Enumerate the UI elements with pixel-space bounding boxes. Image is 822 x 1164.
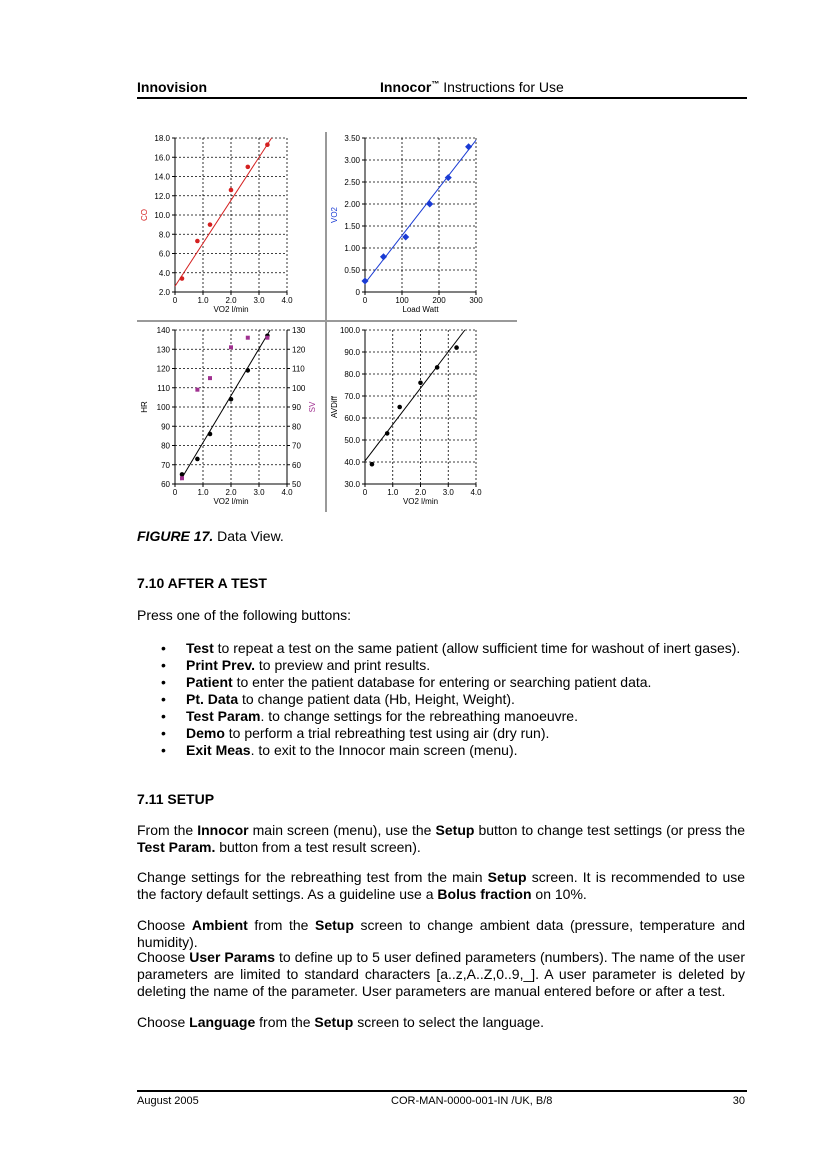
y-tick-label: 30.0 — [344, 480, 360, 489]
data-point — [380, 253, 387, 260]
x-axis-label: VO2 l/min — [402, 497, 439, 506]
x-tick-label: 1.0 — [387, 488, 399, 497]
data-point — [385, 431, 390, 436]
header-tm: ™ — [431, 79, 440, 89]
x-tick-label: 2.0 — [225, 488, 237, 497]
y-tick-label: 0 — [355, 288, 360, 297]
data-point — [435, 365, 440, 370]
data-point-sv — [246, 336, 250, 340]
y-tick-label: 110 — [157, 383, 170, 393]
y-tick-label: 90.0 — [344, 348, 360, 357]
data-point — [195, 457, 200, 462]
data-point — [418, 381, 423, 386]
chart-panel-2 — [330, 134, 483, 314]
data-point — [246, 368, 251, 373]
x-tick-label: 300 — [469, 296, 483, 305]
item-desc: . to exit to the Innocor main screen (menu). — [250, 742, 518, 758]
y2-tick-label: 90 — [292, 403, 301, 412]
y2-tick-label: 50 — [292, 480, 301, 489]
data-point — [454, 345, 459, 350]
data-point-sv — [208, 376, 212, 380]
page-header — [137, 79, 747, 99]
y-tick-label: 50.0 — [344, 436, 360, 445]
x-axis-label: VO2 l/min — [213, 305, 249, 314]
data-point — [208, 432, 213, 437]
data-point — [229, 397, 234, 402]
y-tick-label: 100 — [156, 403, 170, 412]
setup-paragraph-2: Change settings for the rebreathing test from the main Setup screen. It is recommended to use the factory default settings. As a guideline use a Bolus fraction on 10%. — [137, 869, 746, 902]
y-tick-label: 80.0 — [344, 370, 360, 379]
list-item — [137, 691, 740, 708]
bullet: • — [161, 657, 166, 673]
y2-tick-label: 120 — [292, 345, 306, 355]
chart-panel-3 — [140, 326, 317, 506]
footer-date: August 2005 — [137, 1095, 199, 1107]
x-tick-label: 3.0 — [253, 488, 265, 497]
data-point — [397, 405, 402, 410]
fit-line — [175, 138, 272, 286]
list-item — [137, 640, 740, 657]
y-tick-label: 6.0 — [158, 249, 170, 259]
y-tick-label: 80 — [161, 441, 170, 451]
data-point — [195, 239, 200, 244]
figure-caption — [137, 528, 284, 544]
header-brand: Innocor — [380, 79, 432, 95]
y-axis-label: CO — [140, 209, 149, 221]
item-term: Exit Meas — [186, 742, 251, 758]
x-tick-label: 2.0 — [225, 296, 237, 305]
y-tick-label: 1.50 — [344, 222, 360, 231]
section-heading-after-test: 7.10 AFTER A TEST — [137, 575, 267, 591]
y-tick-label: 14.0 — [154, 172, 170, 182]
x-tick-label: 100 — [395, 296, 409, 305]
data-point — [370, 462, 375, 467]
y-tick-label: 60 — [161, 480, 170, 489]
y2-tick-label: 100 — [292, 383, 306, 393]
list-item — [137, 657, 740, 674]
data-point — [246, 165, 251, 170]
data-point-sv — [229, 345, 233, 349]
list-item — [137, 725, 740, 742]
bullet: • — [161, 708, 166, 724]
y-axis-label: HR — [140, 401, 149, 413]
y-tick-label: 2.50 — [344, 178, 360, 187]
data-point-sv — [180, 476, 184, 480]
data-point — [361, 277, 368, 284]
item-term: Demo — [186, 725, 225, 741]
y-tick-label: 16.0 — [154, 153, 170, 163]
charts-canvas — [137, 128, 517, 514]
footer-page-number: 30 — [732, 1095, 745, 1107]
y-axis-label: AVDiff — [330, 396, 339, 418]
y2-axis-label: SV — [308, 401, 317, 413]
fit-line — [181, 330, 271, 480]
x-axis-label: VO2 l/min — [213, 497, 249, 506]
y-tick-label: 130 — [156, 345, 170, 355]
y-tick-label: 70 — [161, 460, 170, 470]
data-point — [426, 200, 433, 207]
x-tick-label: 4.0 — [470, 488, 482, 497]
data-point — [465, 143, 472, 150]
y2-tick-label: 70 — [292, 441, 301, 451]
x-tick-label: 0 — [362, 296, 368, 305]
x-tick-label: 1.0 — [197, 296, 209, 305]
y-tick-label: 40.0 — [344, 458, 360, 467]
item-desc: to perform a trial rebreathing test using air (dry run). — [224, 725, 550, 741]
y-tick-label: 18.0 — [154, 134, 170, 143]
y2-tick-label: 110 — [292, 364, 305, 374]
after-test-intro: Press one of the following buttons: — [137, 607, 352, 623]
list-item — [137, 674, 740, 691]
header-rest: Instructions for Use — [439, 79, 564, 95]
x-tick-label: 200 — [432, 296, 446, 305]
item-term: Pt. Data — [186, 691, 239, 707]
y2-tick-label: 60 — [292, 460, 301, 470]
chart-panel-4 — [330, 326, 482, 506]
y-tick-label: 2.00 — [344, 200, 360, 209]
item-term: Patient — [186, 674, 233, 690]
y-tick-label: 8.0 — [158, 230, 170, 240]
y-tick-label: 3.50 — [344, 134, 360, 143]
y-tick-label: 10.0 — [154, 211, 170, 220]
data-view-figure — [137, 128, 517, 514]
x-tick-label: 2.0 — [414, 488, 427, 497]
y-tick-label: 3.00 — [344, 156, 360, 165]
y-tick-label: 120 — [156, 364, 170, 374]
fit-line — [365, 140, 476, 283]
x-tick-label: 3.0 — [442, 488, 454, 497]
item-term: Test Param — [186, 708, 261, 724]
data-point-sv — [265, 336, 269, 340]
chart-panel-1 — [140, 134, 293, 314]
item-desc: to enter the patient database for entering or searching patient data. — [232, 674, 652, 690]
y-tick-label: 90 — [161, 422, 170, 432]
setup-paragraph-3: Choose Ambient from the Setup screen to change ambient data (pressure, temperature and humidity). — [137, 917, 745, 950]
button-list — [137, 640, 740, 759]
x-tick-label: 0 — [172, 488, 178, 497]
bullet: • — [161, 742, 166, 758]
data-point — [208, 222, 213, 227]
y-tick-label: 60.0 — [344, 414, 360, 423]
list-item — [137, 742, 740, 759]
bullet: • — [161, 640, 166, 656]
data-point — [265, 142, 270, 147]
item-desc: to preview and print results. — [255, 657, 431, 673]
section-heading-setup: 7.11 SETUP — [137, 791, 215, 807]
y2-tick-label: 80 — [292, 422, 301, 432]
y-tick-label: 70.0 — [344, 392, 360, 401]
list-item — [137, 708, 740, 725]
item-term: Test — [186, 640, 214, 656]
item-term: Print Prev. — [186, 657, 255, 673]
bullet: • — [161, 691, 166, 707]
item-desc: to change patient data (Hb, Height, Weight). — [238, 691, 515, 707]
y-tick-label: 1.00 — [344, 244, 360, 253]
x-tick-label: 4.0 — [281, 488, 293, 497]
setup-paragraph-4: Choose User Params to define up to 5 user defined parameters (numbers). The name of the user parameters are limited to standard characters [a..z,A..Z,0..9,_]. A user parameter is deleted by deleting the name of the parameter. User parameters are manual entered before or after a test. — [137, 949, 745, 999]
y-tick-label: 2.0 — [158, 288, 170, 297]
y-axis-label: VO2 — [330, 206, 339, 224]
fit-line — [365, 330, 465, 461]
data-point-sv — [195, 388, 199, 392]
x-tick-label: 0 — [172, 296, 178, 305]
data-point — [180, 276, 185, 281]
footer-doc-id: COR-MAN-0000-001-IN /UK, B/8 — [391, 1095, 553, 1107]
x-tick-label: 0 — [362, 488, 368, 497]
y-tick-label: 140 — [156, 326, 170, 335]
x-tick-label: 1.0 — [197, 488, 209, 497]
x-tick-label: 3.0 — [253, 296, 265, 305]
y-tick-label: 12.0 — [154, 191, 170, 201]
item-desc: to repeat a test on the same patient (allow sufficient time for washout of inert gases). — [213, 640, 741, 656]
y-tick-label: 4.0 — [158, 268, 170, 278]
header-title — [380, 79, 564, 95]
caption-label: FIGURE 17. — [137, 528, 214, 544]
bullet: • — [161, 674, 166, 690]
bullet: • — [161, 725, 166, 741]
y2-tick-label: 130 — [292, 326, 306, 335]
item-desc: . to change settings for the rebreathing manoeuvre. — [260, 708, 578, 724]
data-point — [229, 188, 234, 193]
setup-paragraph-5: Choose Language from the Setup screen to select the language. — [137, 1014, 544, 1030]
x-tick-label: 4.0 — [281, 296, 293, 305]
y-tick-label: 100.0 — [339, 326, 360, 335]
y-tick-label: 0.50 — [344, 266, 360, 275]
caption-text: Data View. — [213, 528, 284, 544]
data-point — [180, 472, 185, 477]
setup-paragraph-1: From the Innocor main screen (menu), use the Setup button to change test settings (or press the Test Param. button from a test result screen). — [137, 822, 745, 855]
x-axis-label: Load Watt — [402, 305, 439, 314]
page-footer — [137, 1090, 747, 1107]
header-company: Innovision — [137, 79, 207, 95]
data-point — [445, 174, 452, 181]
